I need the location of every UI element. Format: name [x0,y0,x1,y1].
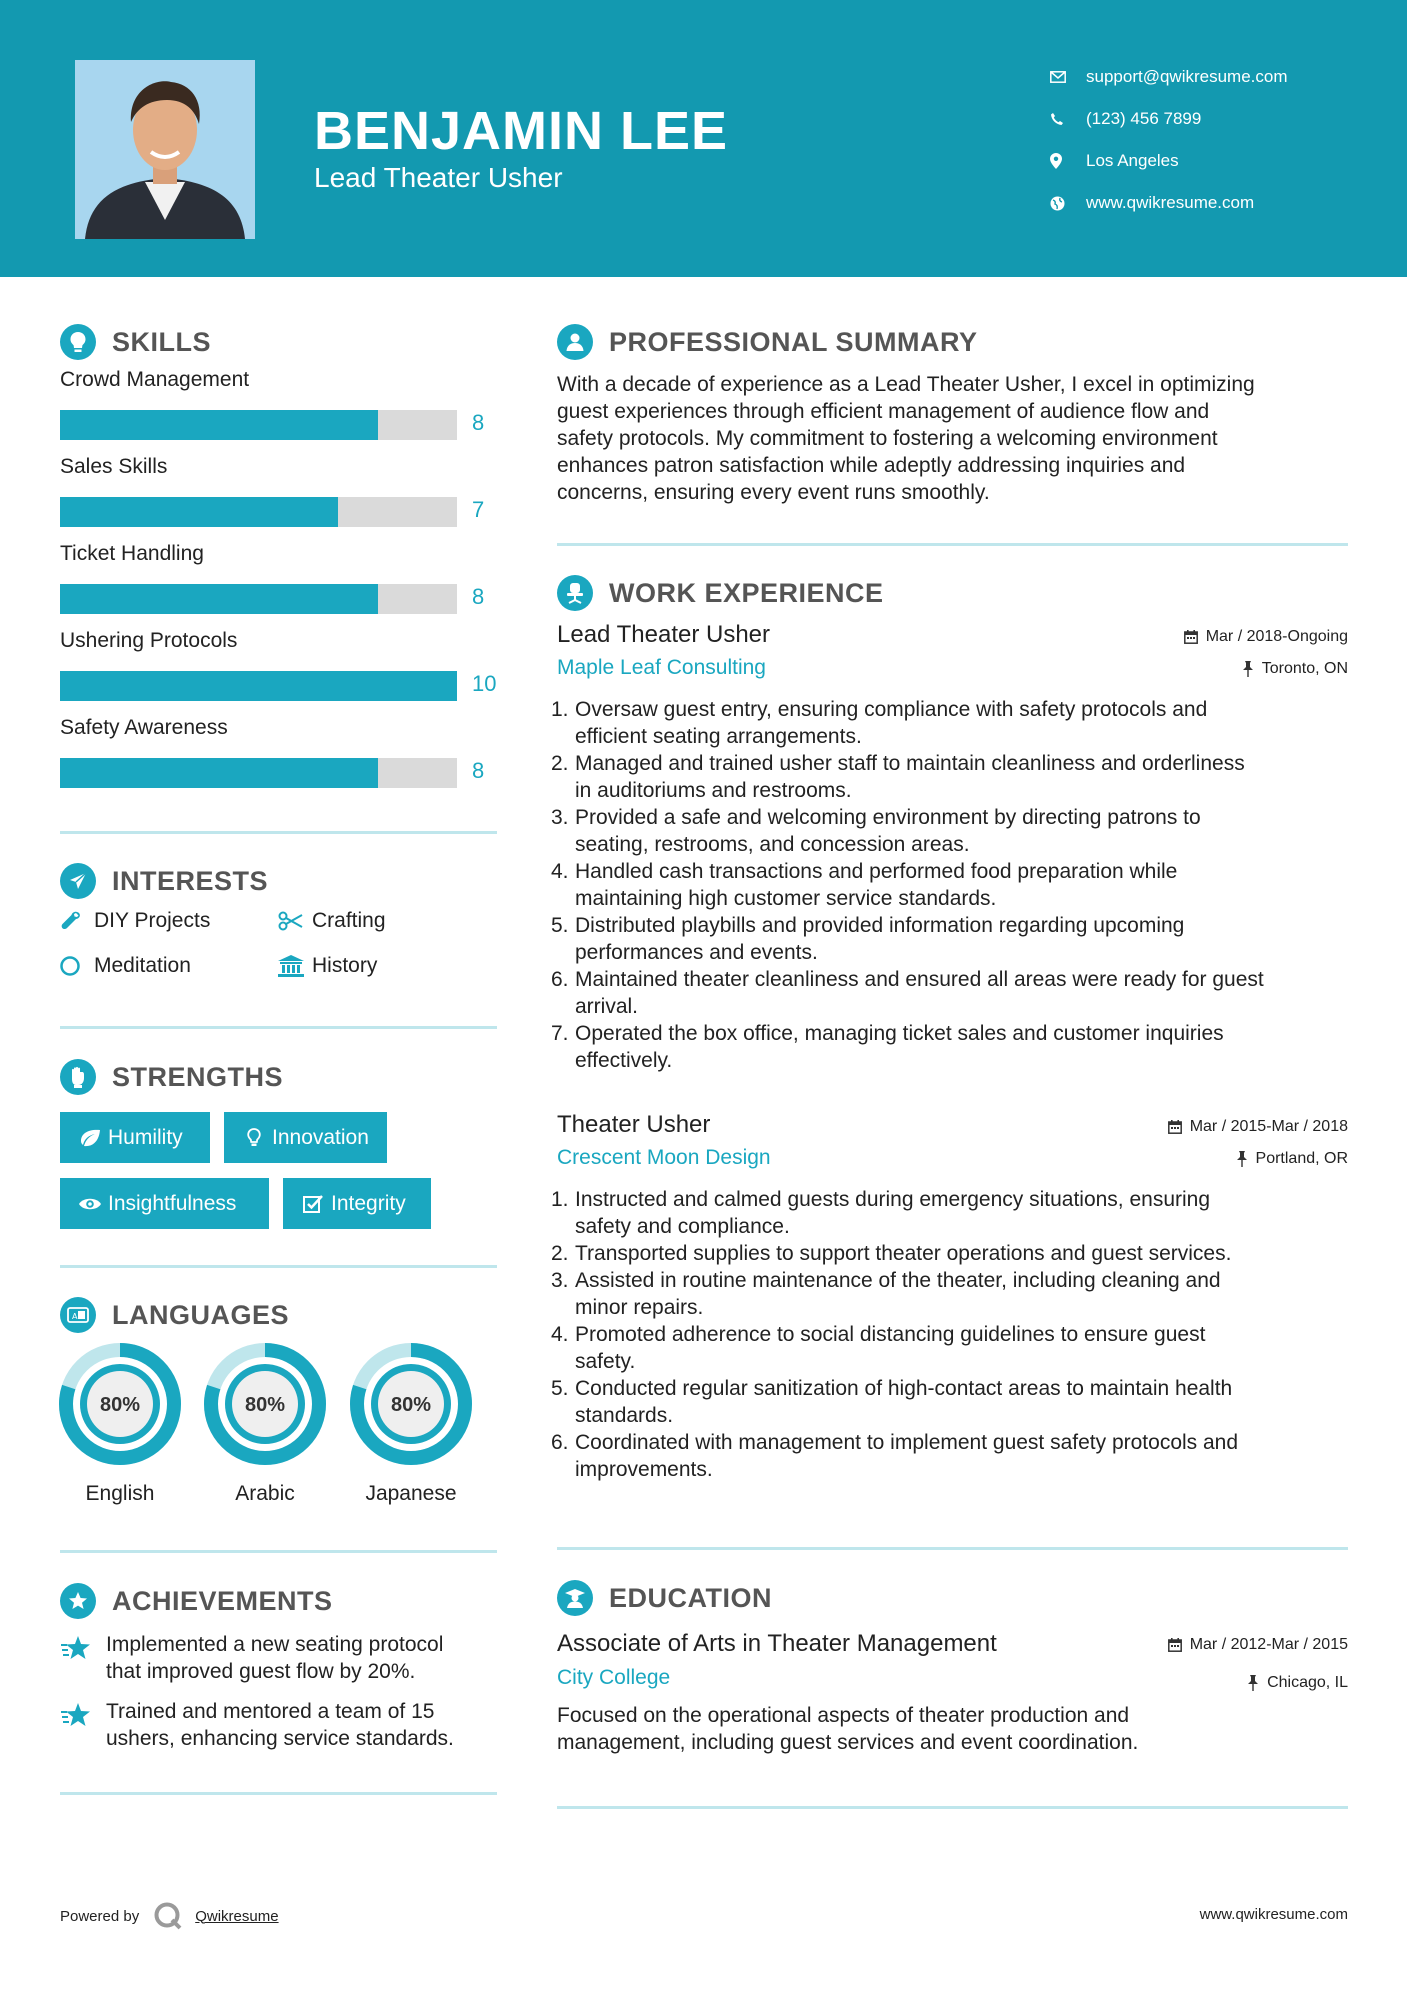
user-icon [557,324,593,360]
job-duties [551,1186,1348,1483]
skill-bar-fill [60,497,338,527]
job-entry [551,1111,1348,1491]
summary-text: With a decade of experience as a Lead Theater Usher, I excel in optimizing guest experiences through efficient management of audience flow and safety protocols. My commitment to fostering a welcoming environment enhances patron satisfaction while adeptly addressing inquiries and concerns, ensuring every event runs smoothly. [557,373,1255,504]
skill-bar [60,758,457,788]
circle-icon [60,955,94,977]
brand-link[interactable]: Qwikresume [195,1907,279,1925]
list-item: 6. Maintained theater cleanliness and ensured all areas were ready for guest arrival. [551,968,1264,1018]
strengths-section [60,1057,497,1227]
section-divider [557,1547,1348,1550]
skill-item: Sales Skills 7 [60,455,497,542]
experience-section [551,573,1348,1491]
summary-heading: PROFESSIONAL SUMMARY [557,322,1348,362]
skill-item: Ushering Protocols 10 [60,629,497,716]
education-dates: Mar / 2012-Mar / 2015 [1168,1636,1348,1654]
achievements-section [60,1581,497,1761]
contact-list [1050,56,1288,224]
job-duties [551,696,1348,1074]
skill-value: 7 [472,497,485,522]
job-dates: Mar / 2015-Mar / 2018 [1168,1118,1348,1136]
star-icon [60,1631,106,1685]
language-percent: 80% [390,1394,432,1416]
job-entry [551,621,1348,1111]
company-name: Crescent Moon Design [557,1146,771,1169]
skill-item: Safety Awareness 8 [60,716,497,803]
profile-photo [75,60,255,239]
job-location: Toronto, ON [1242,660,1348,678]
languages-section [60,1295,497,1515]
envelope-icon [1050,71,1086,83]
list-item: 2. Transported supplies to support theater operations and guest services. [551,1242,1232,1265]
section-divider [60,1026,497,1029]
eye-icon [72,1196,108,1212]
contact-phone[interactable]: (123) 456 7899 [1050,98,1288,140]
languages-heading: A LANGUAGES [60,1295,497,1335]
language-donut [350,1343,472,1465]
experience-heading: WORK EXPERIENCE [557,573,1348,613]
skill-bar [60,410,457,440]
checkbox-icon [295,1194,331,1214]
paper-plane-icon [60,863,96,899]
school-name: City College [557,1666,671,1689]
list-item: 4. Handled cash transactions and performed food preparation while maintaining high customer service standards. [551,860,1178,910]
list-item: 1. Oversaw guest entry, ensuring compliance with safety protocols and efficient seating arrangements. [551,698,1208,748]
achievement-item: Trained and mentored a team of 15 ushers, enhancing service standards. [60,1698,454,1752]
strength-tag: Integrity [283,1178,431,1229]
leaf-icon [72,1129,108,1147]
map-pin-icon [1050,153,1086,169]
fist-icon [60,1059,96,1095]
footer-brand: Powered by Qwikresume [60,1901,279,1931]
interests-section [60,861,497,991]
interests-heading: INTERESTS [60,861,497,901]
job-dates: Mar / 2018-Ongoing [1184,628,1348,646]
skill-bar-fill [60,758,378,788]
degree-title: Associate of Arts in Theater Management [557,1630,997,1657]
footer-website[interactable]: www.qwikresume.com [1199,1906,1348,1923]
calendar-icon [1168,1638,1182,1652]
contact-email[interactable]: support@qwikresume.com [1050,56,1288,98]
interest-item: DIY Projects [60,909,210,933]
phone-icon [1050,112,1086,126]
pushpin-icon [1247,1675,1259,1691]
contact-location: Los Angeles [1050,140,1288,182]
education-heading: EDUCATION [557,1578,1348,1618]
section-divider [557,1806,1348,1809]
star-icon [60,1698,106,1752]
calendar-icon [1168,1120,1182,1134]
language-item: 80% English [59,1343,181,1506]
strengths-heading: STRENGTHS [60,1057,497,1097]
language-icon [60,1297,96,1333]
interest-item: Meditation [60,954,191,978]
strength-tag: Humility [60,1112,210,1163]
language-donut [204,1343,326,1465]
section-divider [557,543,1348,546]
skill-bar-fill [60,584,378,614]
skill-bar-fill [60,671,457,701]
skill-item: Ticket Handling 8 [60,542,497,629]
skill-value: 10 [472,671,497,696]
job-title: Theater Usher [557,1111,711,1138]
list-item: 6. Coordinated with management to implement guest safety protocols and improvements. [551,1431,1239,1481]
museum-icon [278,955,312,977]
skill-bar [60,584,457,614]
company-name: Maple Leaf Consulting [557,656,766,679]
wrench-icon [60,910,94,932]
list-item: 3. Assisted in routine maintenance of the theater, including cleaning and minor repairs. [551,1269,1221,1319]
language-donut [59,1343,181,1465]
list-item: 4. Promoted adherence to social distancing guidelines to ensure guest safety. [551,1323,1206,1373]
education-description: Focused on the operational aspects of theater production and management, including guest services and event coordination. [557,1704,1139,1754]
candidate-title: Lead Theater Usher [314,162,563,193]
resume-header [0,0,1407,277]
education-location: Chicago, IL [1247,1674,1348,1692]
job-location: Portland, OR [1236,1150,1348,1168]
achievement-item: Implemented a new seating protocol that improved guest flow by 20%. [60,1631,443,1685]
lightbulb-icon [60,324,96,360]
lightbulb-icon [236,1128,272,1148]
globe-icon [1050,196,1086,211]
calendar-icon [1184,630,1198,644]
list-item: 2. Managed and trained usher staff to maintain cleanliness and orderliness in auditoriums and restrooms. [551,752,1245,802]
language-item: 80% Japanese [350,1343,472,1506]
language-percent: 80% [244,1394,286,1416]
office-chair-icon [557,575,593,611]
language-percent: 80% [99,1394,141,1416]
strength-tag: Innovation [224,1112,387,1163]
star-badge-icon [60,1583,96,1619]
achievements-heading: ACHIEVEMENTS [60,1581,497,1621]
summary-section [557,322,1348,506]
pushpin-icon [1236,1151,1248,1167]
job-title: Lead Theater Usher [557,621,771,648]
skill-bar [60,497,457,527]
section-divider [60,1792,497,1795]
skill-value: 8 [472,758,485,783]
qwikresume-logo-icon [153,1901,183,1931]
section-divider [60,1550,497,1553]
candidate-name: BENJAMIN LEE [314,101,729,161]
interest-item: Crafting [278,909,386,933]
pushpin-icon [1242,661,1254,677]
section-divider [60,831,497,834]
language-item: 80% Arabic [204,1343,326,1506]
section-divider [60,1265,497,1268]
svg-text:A: A [72,1312,78,1321]
skill-value: 8 [472,584,485,609]
graduate-icon [557,1580,593,1616]
strength-tag: Insightfulness [60,1178,269,1229]
list-item: 7. Operated the box office, managing ticket sales and customer inquiries effectively. [551,1022,1224,1072]
interest-item: History [278,954,377,978]
list-item: 3. Provided a safe and welcoming environment by directing patrons to seating, restrooms, and concession areas. [551,806,1201,856]
skill-bar [60,671,457,701]
list-item: 5. Distributed playbills and provided information regarding upcoming performances and events. [551,914,1185,964]
skills-section [60,322,497,803]
skill-item: Crowd Management 8 [60,368,497,455]
skills-heading: SKILLS [60,322,497,362]
contact-website[interactable]: www.qwikresume.com [1050,182,1288,224]
list-item: 1. Instructed and calmed guests during emergency situations, ensuring safety and compliance. [551,1188,1211,1238]
education-section [557,1578,1348,1768]
skill-value: 8 [472,410,485,435]
scissors-icon [278,911,312,931]
skill-bar-fill [60,410,378,440]
list-item: 5. Conducted regular sanitization of high-contact areas to maintain health standards. [551,1377,1233,1427]
